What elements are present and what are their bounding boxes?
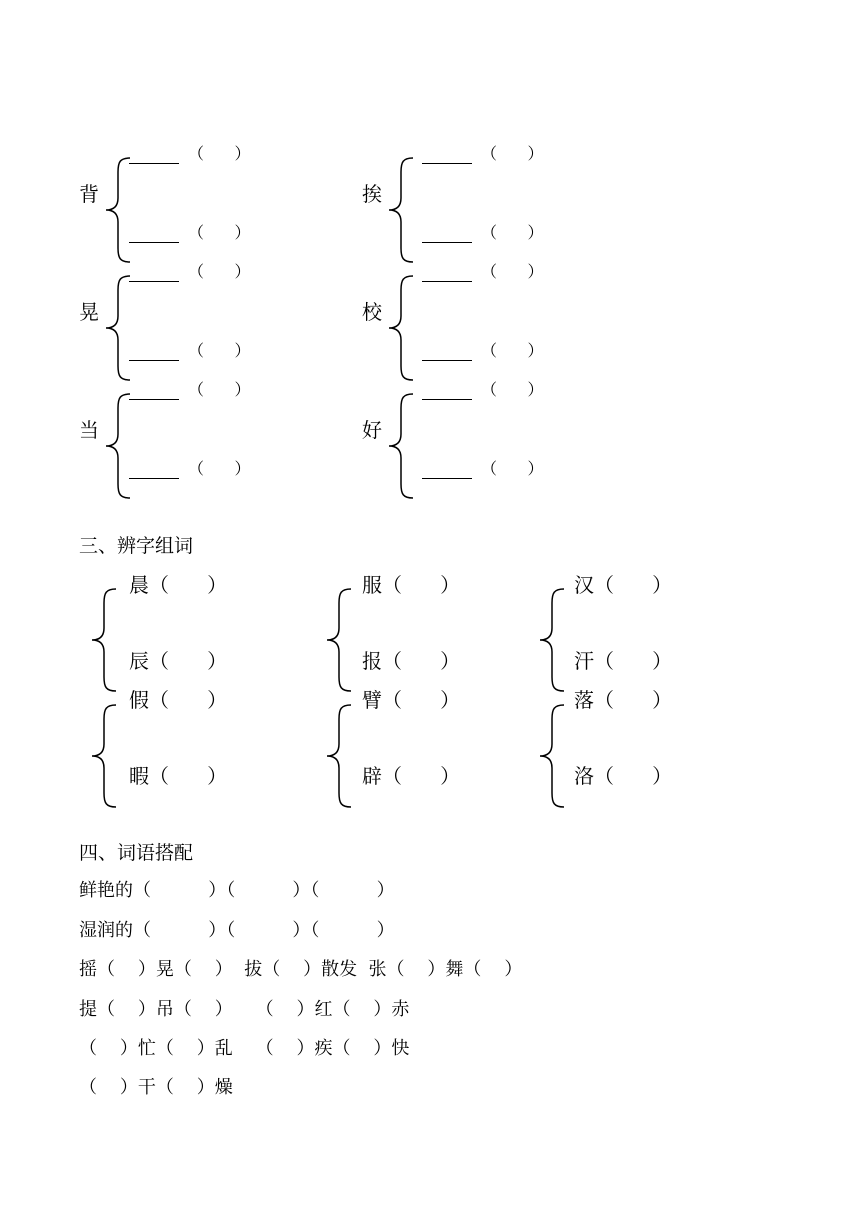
polyphone-char: 背: [79, 182, 99, 206]
pinyin-paren[interactable]: （ ）: [481, 223, 544, 242]
curly-brace-icon: [536, 587, 566, 693]
answer-blank[interactable]: [422, 399, 472, 400]
curly-brace-icon: [385, 392, 415, 500]
pinyin-paren[interactable]: （ ）: [481, 262, 544, 281]
polyphone-char: 晃: [79, 300, 99, 324]
pinyin-paren[interactable]: （ ）: [188, 262, 251, 281]
char-pair-top[interactable]: 假（ ）: [129, 688, 228, 712]
char-pair-bottom[interactable]: 汗（ ）: [574, 649, 673, 673]
char-pair-top[interactable]: 汉（ ）: [574, 573, 673, 597]
section-heading: 三、辨字组词: [79, 535, 194, 557]
pinyin-paren[interactable]: （ ）: [188, 144, 251, 163]
answer-blank[interactable]: [129, 399, 179, 400]
pinyin-paren[interactable]: （ ）: [481, 341, 544, 360]
char-pair-top[interactable]: 臂（ ）: [362, 688, 461, 712]
pinyin-paren[interactable]: （ ）: [481, 459, 544, 478]
polyphone-char: 当: [79, 418, 99, 442]
char-pair-bottom[interactable]: 辟（ ）: [362, 764, 461, 788]
answer-blank[interactable]: [422, 478, 472, 479]
curly-brace-icon: [88, 587, 118, 693]
curly-brace-icon: [385, 274, 415, 382]
polyphone-char: 校: [362, 300, 382, 324]
answer-blank[interactable]: [422, 360, 472, 361]
pinyin-paren[interactable]: （ ）: [188, 459, 251, 478]
answer-blank[interactable]: [129, 281, 179, 282]
pinyin-paren[interactable]: （ ）: [188, 380, 251, 399]
matching-line[interactable]: 摇（ ）晃（ ） 拔（ ）散发 张（ ）舞（ ）: [79, 959, 523, 980]
answer-blank[interactable]: [422, 281, 472, 282]
answer-blank[interactable]: [129, 360, 179, 361]
pinyin-paren[interactable]: （ ）: [188, 223, 251, 242]
polyphone-char: 好: [362, 418, 382, 442]
curly-brace-icon: [88, 703, 118, 809]
pinyin-paren[interactable]: （ ）: [481, 144, 544, 163]
char-pair-bottom[interactable]: 洛（ ）: [574, 764, 673, 788]
curly-brace-icon: [536, 703, 566, 809]
pinyin-paren[interactable]: （ ）: [481, 380, 544, 399]
curly-brace-icon: [323, 703, 353, 809]
matching-line[interactable]: 湿润的（ ）（ ）（ ）: [79, 920, 395, 941]
curly-brace-icon: [102, 156, 132, 264]
section-heading: 四、词语搭配: [79, 842, 194, 864]
curly-brace-icon: [323, 587, 353, 693]
answer-blank[interactable]: [422, 163, 472, 164]
char-pair-bottom[interactable]: 报（ ）: [362, 649, 461, 673]
pinyin-paren[interactable]: （ ）: [188, 341, 251, 360]
matching-line[interactable]: （ ）忙（ ）乱 （ ）疾（ ）快: [79, 1038, 410, 1059]
answer-blank[interactable]: [422, 242, 472, 243]
char-pair-top[interactable]: 晨（ ）: [129, 573, 228, 597]
answer-blank[interactable]: [129, 163, 179, 164]
char-pair-top[interactable]: 落（ ）: [574, 688, 673, 712]
answer-blank[interactable]: [129, 242, 179, 243]
matching-line[interactable]: 鲜艳的（ ）（ ）（ ）: [79, 880, 395, 901]
char-pair-top[interactable]: 服（ ）: [362, 573, 461, 597]
answer-blank[interactable]: [129, 478, 179, 479]
curly-brace-icon: [102, 392, 132, 500]
curly-brace-icon: [385, 156, 415, 264]
matching-line[interactable]: （ ）干（ ）燥: [79, 1077, 233, 1098]
curly-brace-icon: [102, 274, 132, 382]
char-pair-bottom[interactable]: 暇（ ）: [129, 764, 228, 788]
polyphone-char: 挨: [362, 182, 382, 206]
matching-line[interactable]: 提（ ）吊（ ） （ ）红（ ）赤: [79, 999, 410, 1020]
char-pair-bottom[interactable]: 辰（ ）: [129, 649, 228, 673]
